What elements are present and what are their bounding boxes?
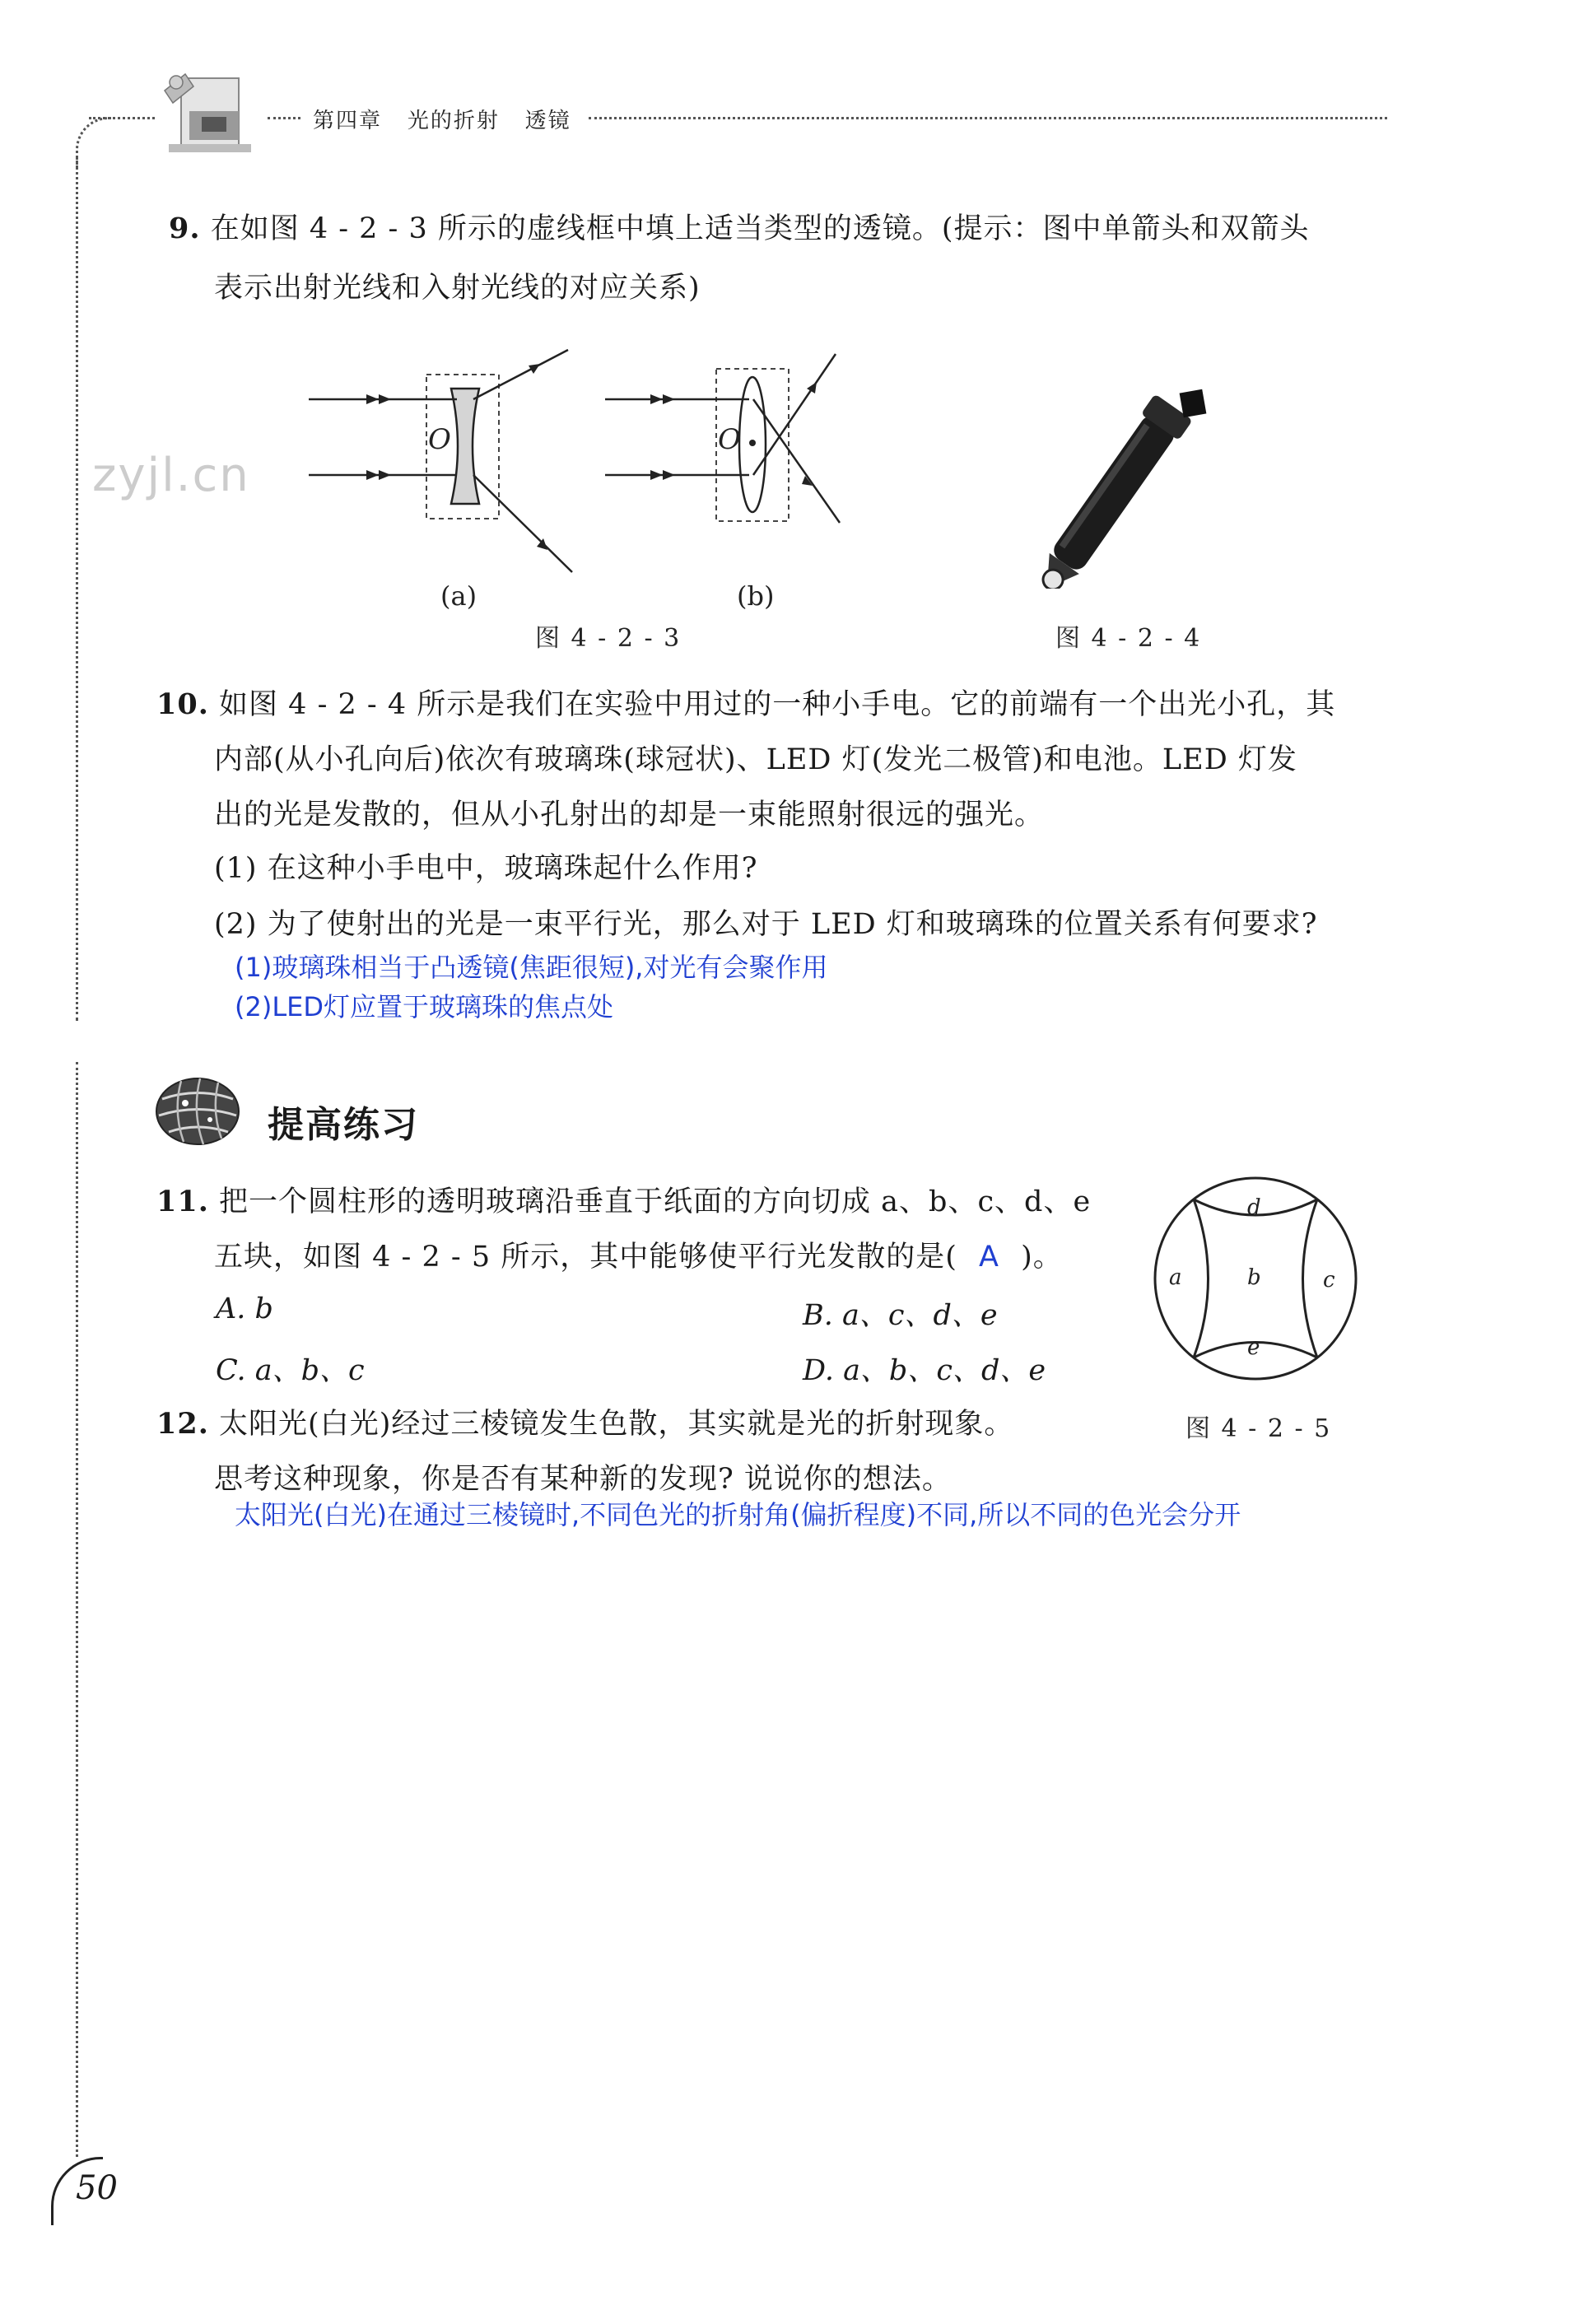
fig-b-label: (b) — [737, 580, 775, 612]
fig-label-e: e — [1247, 1335, 1260, 1360]
q9-line1 — [169, 204, 1310, 254]
q11-answer: A — [979, 1241, 999, 1274]
fig-4-2-5-caption: 图 4 - 2 - 5 — [1185, 1414, 1332, 1443]
header-chapter: 第四章 — [313, 109, 383, 133]
header-title — [313, 104, 571, 134]
fig-4-2-3-caption: 图 4 - 2 - 3 — [535, 624, 682, 653]
q11-option-a: A. b — [216, 1292, 273, 1325]
q12-answer: 太阳光(白光)在通过三棱镜时,不同色光的折射角(偏折程度)不同,所以不同的色光会分开 — [235, 1499, 1241, 1530]
fig-label-b: b — [1247, 1265, 1261, 1290]
fig-b-focus-label: O — [718, 423, 741, 456]
q10-line3: 出的光是发散的，但从小孔射出的却是一束能照射很远的强光。 — [214, 799, 1045, 831]
q10-line1 — [156, 680, 1335, 729]
page-number: 50 — [76, 2169, 118, 2207]
fig-a-focus-label: O — [428, 423, 451, 456]
q10-answer2: (2)LED灯应置于玻璃珠的焦点处 — [235, 991, 614, 1022]
left-margin-dotted-line-top — [76, 156, 78, 1021]
q11-text-line1: 把一个圆柱形的透明玻璃沿垂直于纸面的方向切成 a、b、c、d、e — [219, 1185, 1092, 1218]
header-dotted-line-right — [589, 117, 1387, 119]
figure-4-2-5 — [1148, 1169, 1362, 1391]
globe-icon — [152, 1074, 243, 1148]
fig-a-concave-lens — [451, 389, 479, 504]
header-topic: 光的折射 — [407, 109, 500, 133]
q11-option-b: B. a、c、d、e — [803, 1299, 998, 1332]
fig-label-d: d — [1247, 1195, 1261, 1220]
q11-option-d: D. a、b、c、d、e — [803, 1354, 1046, 1387]
q11-line2 — [214, 1232, 1063, 1282]
q11-option-c: C. a、b、c — [216, 1354, 365, 1387]
q10-text-line1: 如图 4 - 2 - 4 所示是我们在实验中用过的一种小手电。它的前端有一个出光小孔，其 — [219, 688, 1336, 721]
header-dotted-line-left-2 — [268, 117, 300, 119]
fig-label-c: c — [1323, 1268, 1335, 1292]
left-corner-arc — [76, 117, 111, 169]
flashlight-image — [1013, 375, 1227, 589]
q9-text-line1: 在如图 4 - 2 - 3 所示的虚线框中填上适当类型的透镜。(提示：图中单箭头和双箭头 — [210, 212, 1310, 245]
left-margin-dotted-line-bottom — [76, 1062, 78, 2157]
q9-number: 9. — [169, 212, 201, 245]
q12-text-line1: 太阳光(白光)经过三棱镜发生色散，其实就是光的折射现象。 — [219, 1408, 1014, 1441]
q12-line1 — [156, 1400, 1013, 1449]
q11-number: 11. — [156, 1185, 209, 1218]
q11-line1 — [156, 1177, 1091, 1227]
q10-number: 10. — [156, 687, 209, 721]
watermark: zyjl.cn — [92, 449, 250, 502]
header-subtopic: 透镜 — [524, 109, 571, 133]
q11-text-line2-post: )。 — [1021, 1241, 1063, 1274]
chapter-logo-icon — [156, 66, 263, 165]
fig-label-a: a — [1169, 1265, 1182, 1290]
q10-line2: 内部(从小孔向后)依次有玻璃珠(球冠状)、LED 灯(发光二极管)和电池。LED 灯发 — [214, 743, 1297, 776]
q10-sub2: (2) 为了使射出的光是一束平行光，那么对于 LED 灯和玻璃珠的位置关系有何要求? — [214, 908, 1318, 941]
q9-line2: 表示出射光线和入射光线的对应关系) — [214, 272, 701, 305]
q10-sub1: (1) 在这种小手电中，玻璃珠起什么作用? — [214, 852, 758, 885]
q12-line2: 思考这种现象，你是否有某种新的发现? 说说你的想法。 — [214, 1463, 952, 1496]
figure-4-2-3 — [296, 346, 873, 617]
q11-text-line2-pre: 五块，如图 4 - 2 - 5 所示，其中能够使平行光发散的是( — [214, 1241, 957, 1274]
q10-answer1: (1)玻璃珠相当于凸透镜(焦距很短),对光有会聚作用 — [235, 952, 828, 983]
fig-a-label: (a) — [440, 580, 477, 612]
fig-4-2-4-caption: 图 4 - 2 - 4 — [1055, 624, 1202, 653]
q12-number: 12. — [156, 1407, 209, 1441]
section-title: 提高练习 — [268, 1104, 419, 1146]
